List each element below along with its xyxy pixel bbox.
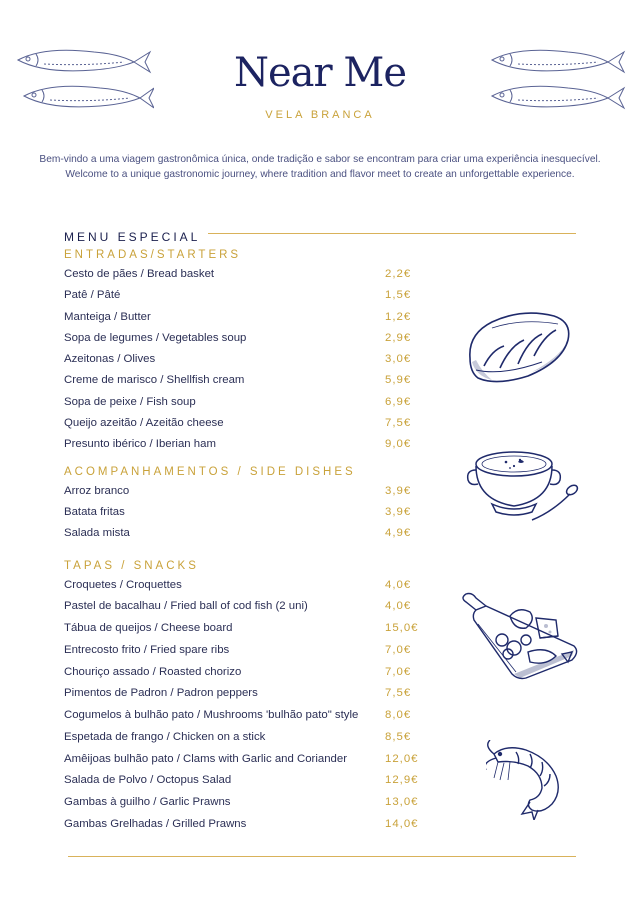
bread-icon — [462, 306, 574, 388]
intro-english: Welcome to a unique gastronomic journey, where tradition and flavor meet to create an unforgettable experience. — [65, 169, 575, 180]
menu-item-name: Entrecosto frito / Fried spare ribs — [64, 644, 230, 656]
menu-item-price: 7,5€ — [385, 687, 412, 699]
menu-item — [64, 818, 424, 834]
menu-item-name: Sopa de legumes / Vegetables soup — [64, 332, 247, 344]
menu-item — [64, 731, 424, 747]
menu-item-name: Cesto de pães / Bread basket — [64, 268, 215, 280]
menu-item-price: 7,0€ — [385, 644, 412, 656]
menu-item-name: Batata fritas — [64, 506, 125, 518]
menu-item — [64, 687, 424, 703]
menu-heading — [64, 226, 576, 244]
menu-item — [64, 622, 424, 638]
section-title-side-dishes: ACOMPANHAMENTOS / SIDE DISHES — [64, 466, 356, 478]
page-subtitle: VELA BRANCA — [265, 109, 375, 121]
menu-item-price: 3,9€ — [385, 506, 412, 518]
menu-item-price: 4,0€ — [385, 579, 412, 591]
menu-item-name: Presunto ibérico / Iberian ham — [64, 438, 216, 450]
menu-item-name: Salada de Polvo / Octopus Salad — [64, 774, 232, 786]
menu-item-name: Pimentos de Padron / Padron peppers — [64, 687, 258, 699]
menu-item-name: Croquetes / Croquettes — [64, 579, 182, 591]
menu-item — [64, 796, 424, 812]
intro-text — [0, 152, 640, 182]
menu-item-price: 1,2€ — [385, 311, 412, 323]
menu-item-price: 15,0€ — [385, 622, 419, 634]
cheese-board-icon — [456, 590, 582, 682]
section-title-starters: ENTRADAS/STARTERS — [64, 249, 242, 261]
menu-item-price: 3,0€ — [385, 353, 412, 365]
menu-item-name: Sopa de peixe / Fish soup — [64, 396, 196, 408]
menu-item — [64, 600, 424, 616]
menu-item — [64, 527, 424, 543]
menu-item-price: 4,9€ — [385, 527, 412, 539]
menu-item — [64, 268, 424, 284]
menu-item-name: Gambas à guilho / Garlic Prawns — [64, 796, 231, 808]
menu-item-name: Salada mista — [64, 527, 130, 539]
menu-item-price: 12,9€ — [385, 774, 419, 786]
menu-item — [64, 644, 424, 660]
menu-item-price: 9,0€ — [385, 438, 412, 450]
intro-portuguese: Bem-vindo a uma viagem gastronômica única, onde tradição e sabor se encontram para criar uma experiência inesquecível. — [39, 154, 601, 165]
menu-item-name: Patê / Pâté — [64, 289, 121, 301]
menu-item-name: Arroz branco — [64, 485, 130, 497]
menu-item-price: 5,9€ — [385, 374, 412, 386]
menu-item — [64, 396, 424, 412]
menu-item-price: 2,9€ — [385, 332, 412, 344]
soup-bowl-icon — [462, 440, 582, 532]
menu-item-name: Gambas Grelhadas / Grilled Prawns — [64, 818, 247, 830]
menu-item-price: 7,5€ — [385, 417, 412, 429]
menu-item — [64, 753, 424, 769]
menu-item-name: Queijo azeitão / Azeitão cheese — [64, 417, 224, 429]
menu-item-name: Cogumelos à bulhão pato / Mushrooms 'bulhão pato" style — [64, 709, 359, 721]
menu-item — [64, 417, 424, 433]
menu-item-price: 2,2€ — [385, 268, 412, 280]
menu-item-price: 12,0€ — [385, 753, 419, 765]
menu-item-price: 3,9€ — [385, 485, 412, 497]
menu-item-name: Tábua de queijos / Cheese board — [64, 622, 233, 634]
menu-heading-label: MENU ESPECIAL — [64, 230, 208, 244]
menu-item — [64, 506, 424, 522]
menu-item-name: Azeitonas / Olives — [64, 353, 156, 365]
menu-item-price: 14,0€ — [385, 818, 419, 830]
menu-item — [64, 579, 424, 595]
menu-item-name: Manteiga / Butter — [64, 311, 151, 323]
menu-item-name: Chouriço assado / Roasted chorizo — [64, 666, 242, 678]
menu-item-price: 8,5€ — [385, 731, 412, 743]
menu-item-price: 13,0€ — [385, 796, 419, 808]
menu-item — [64, 438, 424, 454]
menu-item — [64, 666, 424, 682]
menu-item-price: 8,0€ — [385, 709, 412, 721]
menu-item-price: 7,0€ — [385, 666, 412, 678]
menu-item-name: Creme de marisco / Shellfish cream — [64, 374, 245, 386]
prawn-icon — [486, 740, 572, 820]
menu-item — [64, 332, 424, 348]
menu-item — [64, 709, 424, 725]
menu-item-name: Pastel de bacalhau / Fried ball of cod fish (2 uni) — [64, 600, 308, 612]
menu-item — [64, 311, 424, 327]
menu-item — [64, 374, 424, 390]
menu-item-price: 4,0€ — [385, 600, 412, 612]
section-title-tapas: TAPAS / SNACKS — [64, 560, 199, 572]
menu-item-name: Amêijoas bulhão pato / Clams with Garlic and Coriander — [64, 753, 348, 765]
footer-rule — [68, 856, 576, 857]
menu-item-price: 1,5€ — [385, 289, 412, 301]
menu-item-price: 6,9€ — [385, 396, 412, 408]
menu-item — [64, 289, 424, 305]
menu-item — [64, 774, 424, 790]
menu-item — [64, 353, 424, 369]
page-title: Near Me — [234, 50, 406, 96]
menu-item — [64, 485, 424, 501]
menu-item-name: Espetada de frango / Chicken on a stick — [64, 731, 266, 743]
